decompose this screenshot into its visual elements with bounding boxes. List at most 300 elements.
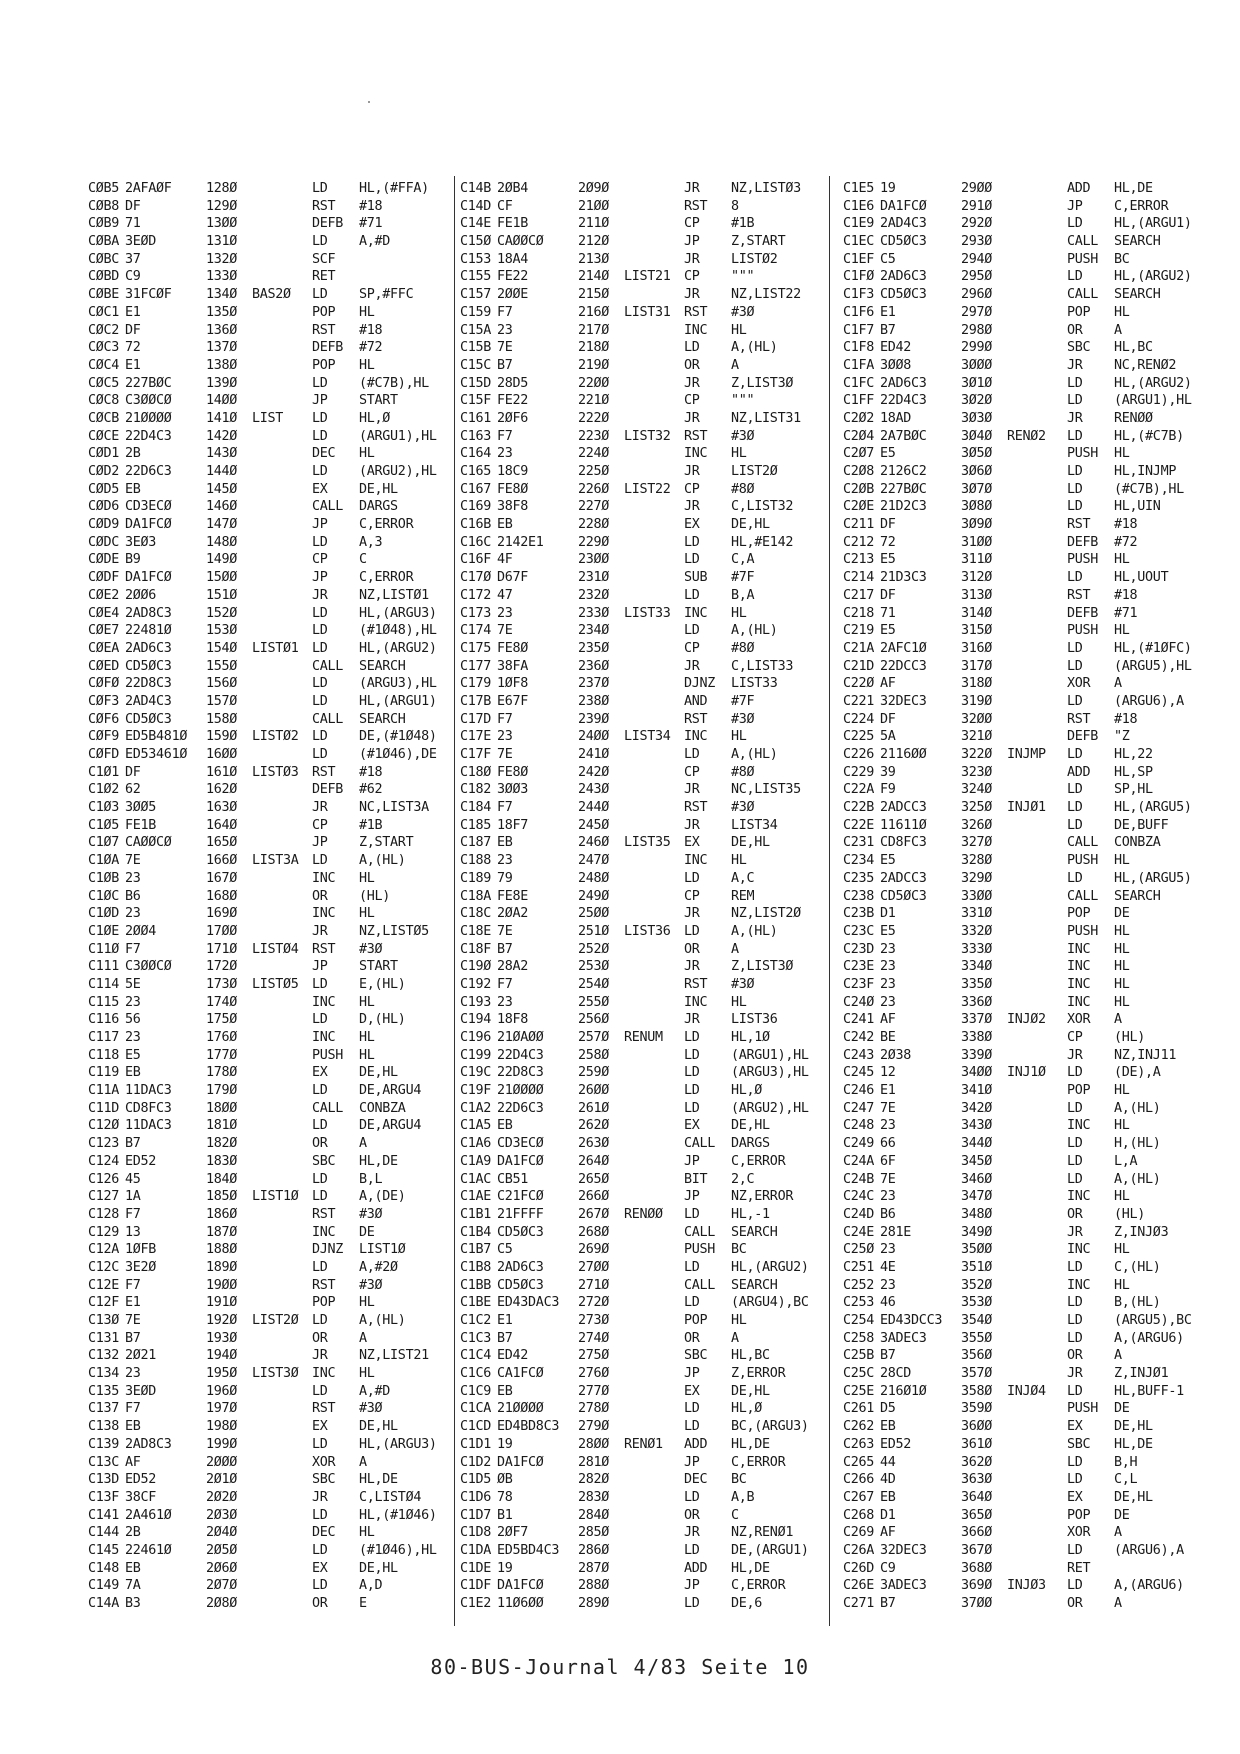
mnemonic: PUSH xyxy=(1067,1401,1099,1417)
machine-code: C3ØØCØ xyxy=(125,959,172,975)
machine-code: 2AD6C3 xyxy=(880,269,927,285)
machine-code: 19 xyxy=(497,1436,513,1452)
address: C212 xyxy=(843,534,875,550)
line-number: 159Ø xyxy=(206,729,238,745)
address: CØB9 xyxy=(88,216,120,232)
address: C173 xyxy=(460,605,492,621)
machine-code: 2ØF7 xyxy=(497,1525,529,1541)
operand: #7F xyxy=(731,570,755,586)
line-number: 2Ø9Ø xyxy=(578,181,610,196)
mnemonic: LD xyxy=(312,747,328,762)
machine-code: C9 xyxy=(125,269,141,285)
address: C12E xyxy=(88,1277,120,1293)
machine-code: E5 xyxy=(125,1047,141,1063)
address: C19C xyxy=(460,1065,492,1081)
machine-code: E67F xyxy=(497,693,529,709)
mnemonic: JR xyxy=(684,906,700,922)
line-number: 321Ø xyxy=(961,729,993,745)
machine-code: EB xyxy=(497,835,513,851)
line-number: 268Ø xyxy=(578,1224,610,1240)
line-number: 232Ø xyxy=(578,587,610,603)
address: CØD9 xyxy=(88,517,120,533)
operand: HL,(ARGU2) xyxy=(731,1259,809,1275)
operand: A xyxy=(1114,676,1122,692)
address: C17D xyxy=(460,711,492,727)
address: C185 xyxy=(460,817,492,833)
address: CØD1 xyxy=(88,446,120,462)
line-number: 259Ø xyxy=(578,1065,610,1081)
address: C1D5 xyxy=(460,1472,492,1488)
machine-code: 18A4 xyxy=(497,251,529,267)
machine-code: 72 xyxy=(125,340,141,356)
machine-code: 4E xyxy=(880,1259,896,1275)
address: C164 xyxy=(460,446,492,462)
line-number: 2ØØØ xyxy=(206,1454,238,1470)
line-number: 171Ø xyxy=(206,941,238,957)
line-number: 249Ø xyxy=(578,888,610,904)
machine-code: 22D6C3 xyxy=(497,1100,544,1116)
line-number: 2Ø5Ø xyxy=(206,1542,238,1558)
address: C15D xyxy=(460,375,492,391)
line-number: 341Ø xyxy=(961,1083,993,1099)
label: LIST35 xyxy=(624,835,671,851)
line-number: 193Ø xyxy=(206,1330,238,1346)
machine-code: 7E xyxy=(125,853,141,869)
address: C214 xyxy=(843,570,875,586)
line-number: 128Ø xyxy=(206,181,238,196)
machine-code: 23 xyxy=(125,1366,141,1382)
operand: (ARGU3),HL xyxy=(731,1065,809,1081)
operand: B,A xyxy=(731,587,755,603)
address: C1D7 xyxy=(460,1507,492,1523)
address: C219 xyxy=(843,623,875,639)
label: LIST3Ø xyxy=(252,1366,299,1382)
line-number: 177Ø xyxy=(206,1047,238,1063)
machine-code: E1 xyxy=(497,1313,513,1328)
mnemonic: RST xyxy=(684,800,708,816)
operand: START xyxy=(359,959,398,975)
machine-code: FE22 xyxy=(497,393,529,409)
machine-code: 18F8 xyxy=(497,1012,529,1028)
machine-code: 5E xyxy=(125,976,141,992)
machine-code: CD8FC3 xyxy=(125,1100,172,1116)
operand: HL,DE xyxy=(1114,1436,1153,1452)
line-number: 265Ø xyxy=(578,1171,610,1187)
operand: NC,LIST35 xyxy=(731,782,801,798)
operand: HL xyxy=(1114,853,1130,869)
machine-code: CAØØCØ xyxy=(497,234,544,250)
operand: HL,DE xyxy=(731,1436,770,1452)
address: C22E xyxy=(843,817,875,833)
line-number: 342Ø xyxy=(961,1100,993,1116)
line-number: 237Ø xyxy=(578,676,610,692)
machine-code: 45 xyxy=(125,1171,141,1187)
mnemonic: LD xyxy=(312,287,328,303)
line-number: 23ØØ xyxy=(578,552,610,568)
mnemonic: INC xyxy=(312,1224,336,1240)
machine-code: 18AD xyxy=(880,410,912,426)
operand: #7F xyxy=(731,693,755,709)
mnemonic: POP xyxy=(1067,1083,1091,1099)
address: C251 xyxy=(843,1259,875,1275)
address: C12F xyxy=(88,1295,120,1311)
machine-code: 62 xyxy=(125,782,141,798)
mnemonic: INC xyxy=(1067,1118,1091,1134)
mnemonic: RST xyxy=(684,198,708,214)
operand: C,LISTØ4 xyxy=(359,1489,422,1505)
operand: E xyxy=(359,1596,367,1611)
mnemonic: OR xyxy=(684,1330,700,1346)
operand: #1B xyxy=(731,216,755,232)
address: C18Ø xyxy=(460,764,492,780)
mnemonic: INC xyxy=(1067,959,1091,975)
mnemonic: LD xyxy=(1067,1313,1083,1328)
operand: "Z xyxy=(1114,729,1130,745)
address: C18F xyxy=(460,941,492,957)
line-number: 332Ø xyxy=(961,923,993,939)
line-number: 155Ø xyxy=(206,658,238,674)
operand: C,ERROR xyxy=(359,570,414,586)
operand: SEARCH xyxy=(1114,234,1161,250)
operand: HL,(ARGU1) xyxy=(359,693,437,709)
line-number: 199Ø xyxy=(206,1436,238,1452)
line-number: 31ØØ xyxy=(961,534,993,550)
mnemonic: CALL xyxy=(1067,287,1099,303)
line-number: 2Ø7Ø xyxy=(206,1578,238,1594)
machine-code: 23 xyxy=(497,322,513,338)
operand: BC xyxy=(1114,251,1130,267)
label: LIST33 xyxy=(624,605,671,621)
line-number: 285Ø xyxy=(578,1525,610,1541)
mnemonic: JP xyxy=(684,1454,700,1470)
operand: C,ERROR xyxy=(1114,198,1169,214)
machine-code: 22DCC3 xyxy=(880,658,927,674)
machine-code: FE8Ø xyxy=(497,481,529,497)
operand: A,(HL) xyxy=(1114,1171,1161,1187)
machine-code: 3ØØ8 xyxy=(880,357,912,373)
machine-code: 2AFAØF xyxy=(125,181,172,196)
machine-code: 5A xyxy=(880,729,896,745)
operand: HL,(#C7B) xyxy=(1114,428,1184,444)
label: LISTØ5 xyxy=(252,976,299,992)
address: CØE4 xyxy=(88,605,120,621)
machine-code: 2AD4C3 xyxy=(125,693,172,709)
machine-code: 2AD6C3 xyxy=(125,640,172,656)
operand: DE,ARGU4 xyxy=(359,1083,422,1099)
operand: Z,START xyxy=(359,835,414,851)
address: C262 xyxy=(843,1419,875,1435)
mnemonic: LD xyxy=(684,1295,700,1311)
address: C12C xyxy=(88,1259,120,1275)
mnemonic: LD xyxy=(684,870,700,886)
operand: DE xyxy=(1114,906,1130,922)
operand: NZ,INJ11 xyxy=(1114,1047,1177,1063)
address: C1ØB xyxy=(88,870,120,886)
mnemonic: LD xyxy=(1067,1542,1083,1558)
line-number: 147Ø xyxy=(206,517,238,533)
address: CØB5 xyxy=(88,181,120,196)
address: C189 xyxy=(460,870,492,886)
operand: HL,DE xyxy=(731,1560,770,1576)
machine-code: ED52 xyxy=(125,1153,157,1169)
address: C234 xyxy=(843,853,875,869)
operand: HL,(#1Ø46) xyxy=(359,1507,437,1523)
operand: #72 xyxy=(1114,534,1138,550)
line-number: 311Ø xyxy=(961,552,993,568)
line-number: 246Ø xyxy=(578,835,610,851)
line-number: 167Ø xyxy=(206,870,238,886)
machine-code: CD3ECØ xyxy=(125,499,172,515)
operand: LISTØ2 xyxy=(731,251,778,267)
operand: SP,#FFC xyxy=(359,287,414,303)
line-number: 352Ø xyxy=(961,1277,993,1293)
line-number: 178Ø xyxy=(206,1065,238,1081)
mnemonic: LD xyxy=(684,1259,700,1275)
machine-code: B7 xyxy=(125,1330,141,1346)
address: C1Ø3 xyxy=(88,800,120,816)
mnemonic: LD xyxy=(1067,1259,1083,1275)
address: C11A xyxy=(88,1083,120,1099)
operand: A xyxy=(731,941,739,957)
mnemonic: LD xyxy=(684,552,700,568)
line-number: 37ØØ xyxy=(961,1596,993,1611)
operand: H,(HL) xyxy=(1114,1136,1161,1152)
mnemonic: INC xyxy=(312,1030,336,1045)
address: C114 xyxy=(88,976,120,992)
line-number: 36ØØ xyxy=(961,1419,993,1435)
line-number: 361Ø xyxy=(961,1436,993,1452)
label: RENØ2 xyxy=(1007,428,1046,444)
mnemonic: DEFB xyxy=(1067,729,1099,745)
operand: NC,RENØ2 xyxy=(1114,357,1177,373)
line-number: 266Ø xyxy=(578,1189,610,1205)
machine-code: C21FCØ xyxy=(497,1189,544,1205)
mnemonic: PUSH xyxy=(1067,552,1099,568)
machine-code: 19 xyxy=(497,1560,513,1576)
line-number: 211Ø xyxy=(578,216,610,232)
mnemonic: OR xyxy=(1067,322,1083,338)
mnemonic: CALL xyxy=(1067,234,1099,250)
mnemonic: CP xyxy=(684,764,700,780)
mnemonic: LD xyxy=(1067,782,1083,798)
mnemonic: JR xyxy=(312,1348,328,1364)
operand: DE,HL xyxy=(731,835,770,851)
mnemonic: CALL xyxy=(684,1224,716,1240)
line-number: 355Ø xyxy=(961,1330,993,1346)
machine-code: 38FA xyxy=(497,658,529,674)
line-number: 2Ø8Ø xyxy=(206,1596,238,1611)
mnemonic: RST xyxy=(312,1401,336,1417)
address: C1AE xyxy=(460,1189,492,1205)
address: C1Ø7 xyxy=(88,835,120,851)
address: C1DE xyxy=(460,1560,492,1576)
machine-code: 22D8C3 xyxy=(125,676,172,692)
address: C1DA xyxy=(460,1542,492,1558)
line-number: 228Ø xyxy=(578,517,610,533)
machine-code: B7 xyxy=(125,1136,141,1152)
address: C1ØC xyxy=(88,888,120,904)
address: C149 xyxy=(88,1578,120,1594)
mnemonic: LD xyxy=(1067,640,1083,656)
machine-code: E5 xyxy=(880,623,896,639)
mnemonic: CALL xyxy=(1067,888,1099,904)
machine-code: 23 xyxy=(880,959,896,975)
mnemonic: RST xyxy=(312,1206,336,1222)
mnemonic: CALL xyxy=(312,711,344,727)
line-number: 337Ø xyxy=(961,1012,993,1028)
line-number: 349Ø xyxy=(961,1224,993,1240)
address: C268 xyxy=(843,1507,875,1523)
line-number: 3Ø4Ø xyxy=(961,428,993,444)
mnemonic: OR xyxy=(1067,1596,1083,1611)
mnemonic: CP xyxy=(684,640,700,656)
mnemonic: LD xyxy=(684,1100,700,1116)
mnemonic: RET xyxy=(1067,1560,1091,1576)
machine-code: ED5B481Ø xyxy=(125,729,188,745)
operand: #3Ø xyxy=(731,304,755,320)
line-number: 369Ø xyxy=(961,1578,993,1594)
machine-code: E5 xyxy=(880,446,896,462)
machine-code: 23 xyxy=(125,870,141,886)
machine-code: 18C9 xyxy=(497,464,529,479)
line-number: 267Ø xyxy=(578,1206,610,1222)
operand: HL xyxy=(731,994,747,1010)
line-number: 363Ø xyxy=(961,1472,993,1488)
machine-code: 23 xyxy=(497,605,513,621)
operand: """ xyxy=(731,393,755,409)
address: C1ØD xyxy=(88,906,120,922)
address: C134 xyxy=(88,1366,120,1382)
mnemonic: JP xyxy=(684,1366,700,1382)
mnemonic: LD xyxy=(312,1313,328,1328)
line-number: 227Ø xyxy=(578,499,610,515)
mnemonic: RST xyxy=(312,198,336,214)
address: C22Ø xyxy=(843,676,875,692)
mnemonic: CP xyxy=(1067,1030,1083,1045)
line-number: 186Ø xyxy=(206,1206,238,1222)
machine-code: 23 xyxy=(497,994,513,1010)
operand: DE xyxy=(359,1224,375,1240)
address: C18A xyxy=(460,888,492,904)
mnemonic: POP xyxy=(312,1295,336,1311)
line-number: 197Ø xyxy=(206,1401,238,1417)
mnemonic: SBC xyxy=(312,1472,336,1488)
machine-code: 23 xyxy=(125,906,141,922)
operand: A xyxy=(1114,1348,1122,1364)
machine-code: B9 xyxy=(125,552,141,568)
mnemonic: INC xyxy=(1067,941,1091,957)
address: C1E2 xyxy=(460,1596,492,1611)
mnemonic: JR xyxy=(1067,1224,1083,1240)
machine-code: 79 xyxy=(497,870,513,886)
mnemonic: POP xyxy=(1067,1507,1091,1523)
address: C172 xyxy=(460,587,492,603)
mnemonic: RST xyxy=(312,322,336,338)
mnemonic: XOR xyxy=(1067,1525,1091,1541)
line-number: 2Ø6Ø xyxy=(206,1560,238,1576)
mnemonic: POP xyxy=(684,1313,708,1328)
address: CØBC xyxy=(88,251,120,267)
mnemonic: CALL xyxy=(1067,835,1099,851)
machine-code: 3ØØ3 xyxy=(497,782,529,798)
machine-code: 1ØFB xyxy=(125,1242,157,1258)
operand: HL,DE xyxy=(359,1472,398,1488)
address: C182 xyxy=(460,782,492,798)
mnemonic: LD xyxy=(684,1065,700,1081)
address: C1B8 xyxy=(460,1259,492,1275)
operand: DE,HL xyxy=(359,1065,398,1081)
mnemonic: INC xyxy=(684,446,708,462)
line-number: 336Ø xyxy=(961,994,993,1010)
line-number: 131Ø xyxy=(206,234,238,250)
operand: HL,(ARGU2) xyxy=(1114,269,1192,285)
operand: DE,HL xyxy=(731,1383,770,1399)
address: C1CA xyxy=(460,1401,492,1417)
machine-code: 23 xyxy=(497,853,513,869)
line-number: 251Ø xyxy=(578,923,610,939)
mnemonic: DEFB xyxy=(312,340,344,356)
line-number: 323Ø xyxy=(961,764,993,780)
line-number: 287Ø xyxy=(578,1560,610,1576)
mnemonic: EX xyxy=(312,481,328,497)
line-number: 319Ø xyxy=(961,693,993,709)
mnemonic: CALL xyxy=(312,499,344,515)
address: C1F7 xyxy=(843,322,875,338)
line-number: 286Ø xyxy=(578,1542,610,1558)
operand: C,(HL) xyxy=(1114,1259,1161,1275)
address: C1DF xyxy=(460,1578,492,1594)
mnemonic: OR xyxy=(1067,1206,1083,1222)
line-number: 281Ø xyxy=(578,1454,610,1470)
line-number: 264Ø xyxy=(578,1153,610,1169)
operand: #62 xyxy=(359,782,383,798)
operand: C,ERROR xyxy=(731,1454,786,1470)
machine-code: 22461Ø xyxy=(125,1542,172,1558)
mnemonic: JP xyxy=(684,1189,700,1205)
line-number: 296Ø xyxy=(961,287,993,303)
operand: """ xyxy=(731,269,755,285)
machine-code: 2ADCC3 xyxy=(880,800,927,816)
operand: BC xyxy=(731,1242,747,1258)
machine-code: 2AFC1Ø xyxy=(880,640,927,656)
operand: #71 xyxy=(1114,605,1138,621)
machine-code: E1 xyxy=(125,357,141,373)
mnemonic: RST xyxy=(684,428,708,444)
operand: HL xyxy=(359,304,375,320)
mnemonic: SBC xyxy=(1067,1436,1091,1452)
address: C1F6 xyxy=(843,304,875,320)
line-number: 335Ø xyxy=(961,976,993,992)
mnemonic: LD xyxy=(684,1489,700,1505)
machine-code: 7E xyxy=(497,923,513,939)
address: C13F xyxy=(88,1489,120,1505)
address: C247 xyxy=(843,1100,875,1116)
address: C1A9 xyxy=(460,1153,492,1169)
operand: C xyxy=(731,1507,739,1523)
line-number: 142Ø xyxy=(206,428,238,444)
address: CØFØ xyxy=(88,676,120,692)
machine-code: 4F xyxy=(497,552,513,568)
label: LIST22 xyxy=(624,481,671,497)
line-number: 272Ø xyxy=(578,1295,610,1311)
address: C26D xyxy=(843,1560,875,1576)
operand: A,(DE) xyxy=(359,1189,406,1205)
address: C2Ø7 xyxy=(843,446,875,462)
mnemonic: LD xyxy=(684,1206,700,1222)
operand: HL xyxy=(359,1525,375,1541)
mnemonic: LD xyxy=(312,1578,328,1594)
mnemonic: INC xyxy=(684,994,708,1010)
